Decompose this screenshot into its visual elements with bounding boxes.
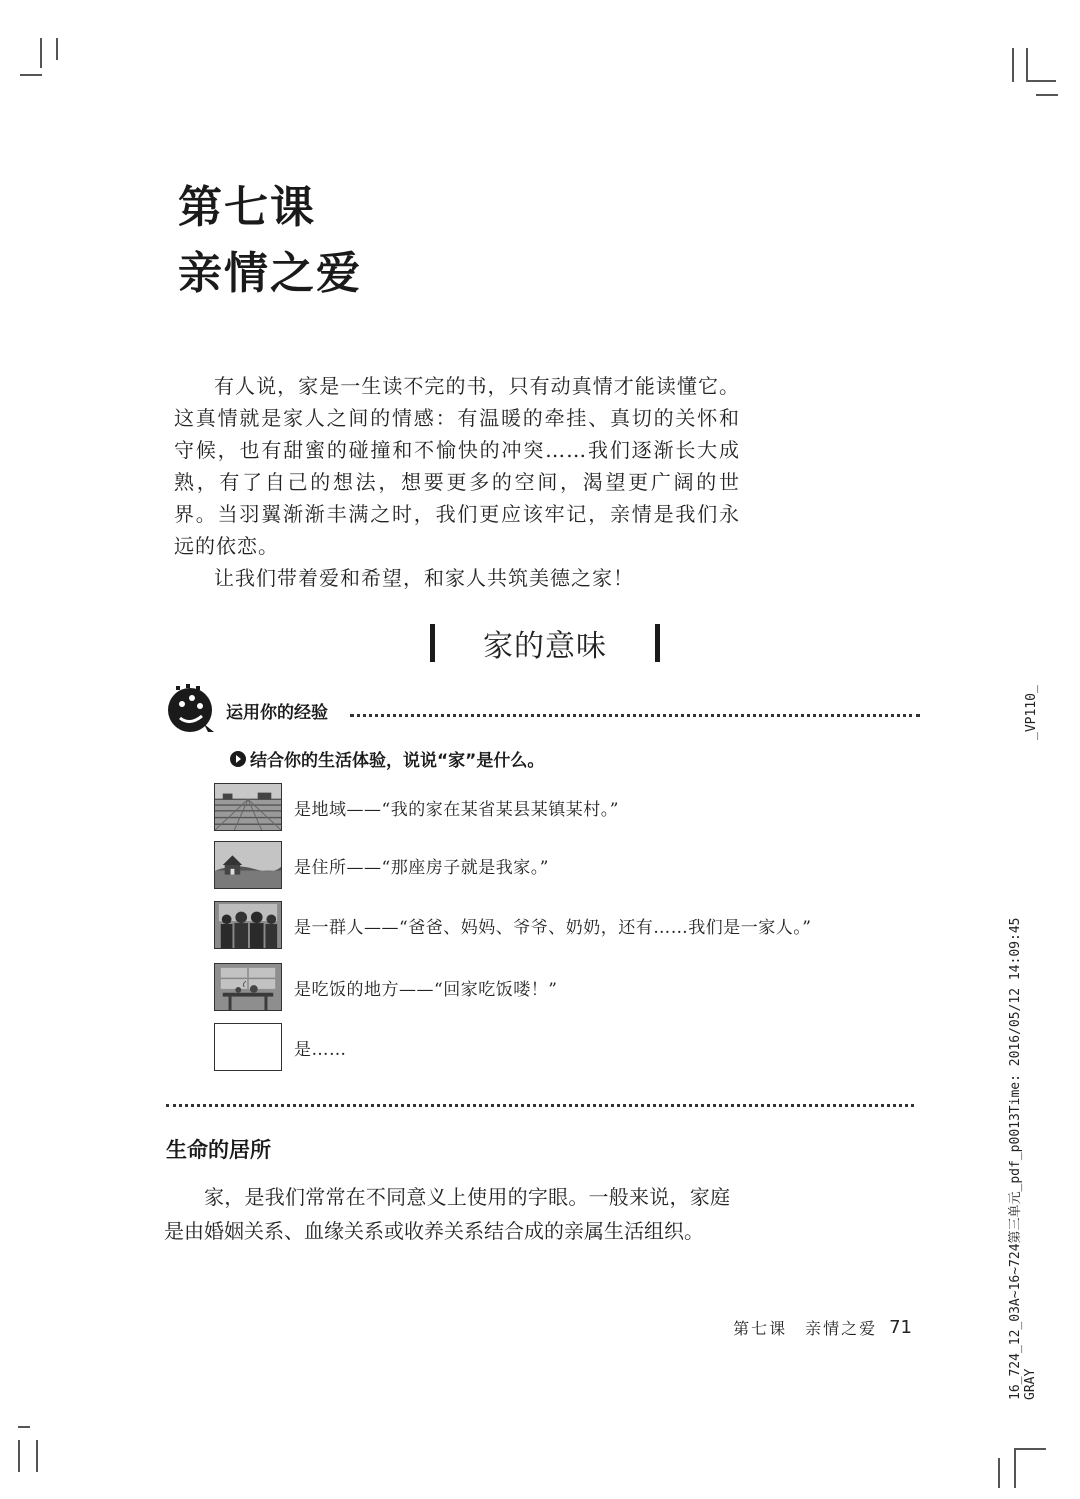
crop-mark	[36, 1440, 38, 1472]
heading-bar-left	[430, 624, 435, 662]
experience-prompt	[230, 746, 544, 771]
crop-mark	[18, 1440, 20, 1472]
intro-text	[174, 370, 740, 594]
experience-icon	[168, 684, 218, 734]
dotted-rule	[350, 714, 920, 717]
crop-mark	[998, 1458, 1000, 1488]
experience-label: 运用你的经验	[226, 703, 328, 723]
print-code: _VP110_	[1024, 685, 1039, 740]
experience-header	[168, 684, 920, 734]
house-icon	[214, 841, 282, 889]
item-text: 是吃饭的地方——“回家吃饭喽！”	[294, 979, 558, 1000]
list-item	[214, 782, 619, 832]
crop-mark	[20, 74, 42, 76]
crop-mark	[40, 38, 42, 68]
family-icon	[214, 901, 282, 949]
page-number: 71	[889, 1317, 912, 1338]
crop-mark	[1036, 94, 1058, 96]
list-item	[214, 1022, 347, 1072]
intro-paragraph: 让我们带着爱和希望，和家人共筑美德之家！	[214, 566, 634, 590]
blank-box[interactable]	[214, 1023, 282, 1071]
crop-mark	[18, 1426, 30, 1428]
crop-mark	[1026, 48, 1028, 82]
page-footer	[733, 1316, 912, 1339]
arrow-right-icon	[230, 751, 246, 767]
crop-mark	[56, 38, 58, 60]
dining-icon	[214, 963, 282, 1011]
crop-mark	[1014, 1448, 1016, 1488]
prompt-text: 结合你的生活体验，说说“家”是什么。	[250, 751, 545, 771]
print-meta-color: GRAY	[1023, 1368, 1038, 1400]
print-meta	[1008, 918, 1038, 1400]
body-paragraph: 家，是我们常常在不同意义上使用的字眼。一般来说，家庭是由婚姻关系、血缘关系或收养关系结合成的亲属生活组织。	[164, 1185, 730, 1243]
lesson-name-title: 亲情之爱	[178, 248, 362, 299]
print-meta-line: 16_724_12_03A~16~724第三单元_pdf_p0013Time: 2016/05/12 14:09:45	[1008, 917, 1023, 1400]
section-heading	[430, 618, 660, 668]
dotted-divider	[166, 1104, 914, 1107]
list-item	[214, 962, 557, 1012]
farmland-icon	[214, 783, 282, 831]
crop-mark	[1026, 80, 1056, 82]
crop-mark	[1012, 48, 1014, 82]
heading-bar-right	[655, 624, 660, 662]
subsection-title: 生命的居所	[166, 1138, 271, 1162]
item-text: 是地域——“我的家在某省某县某镇某村。”	[294, 799, 619, 820]
section-title: 家的意味	[483, 629, 607, 664]
list-item	[214, 840, 549, 890]
body-text	[164, 1180, 730, 1248]
item-text: 是……	[294, 1039, 347, 1060]
footer-lesson-label: 第七课 亲情之爱	[733, 1319, 878, 1338]
item-text: 是住所——“那座房子就是我家。”	[294, 857, 549, 878]
crop-mark	[1014, 1448, 1046, 1450]
item-text: 是一群人——“爸爸、妈妈、爷爷、奶奶，还有……我们是一家人。”	[294, 917, 812, 938]
list-item	[214, 900, 811, 950]
lesson-number-title: 第七课	[178, 182, 316, 233]
intro-paragraph: 有人说，家是一生读不完的书，只有动真情才能读懂它。这真情就是家人之间的情感：有温暖的牵挂、真切的关怀和守候，也有甜蜜的碰撞和不愉快的冲突……我们逐渐长大成熟，有了自己的想法，想要更多的空间，渴望更广阔的世界。当羽翼渐渐丰满之时，我们更应该牢记，亲情是我们永远的依恋。	[174, 374, 740, 558]
